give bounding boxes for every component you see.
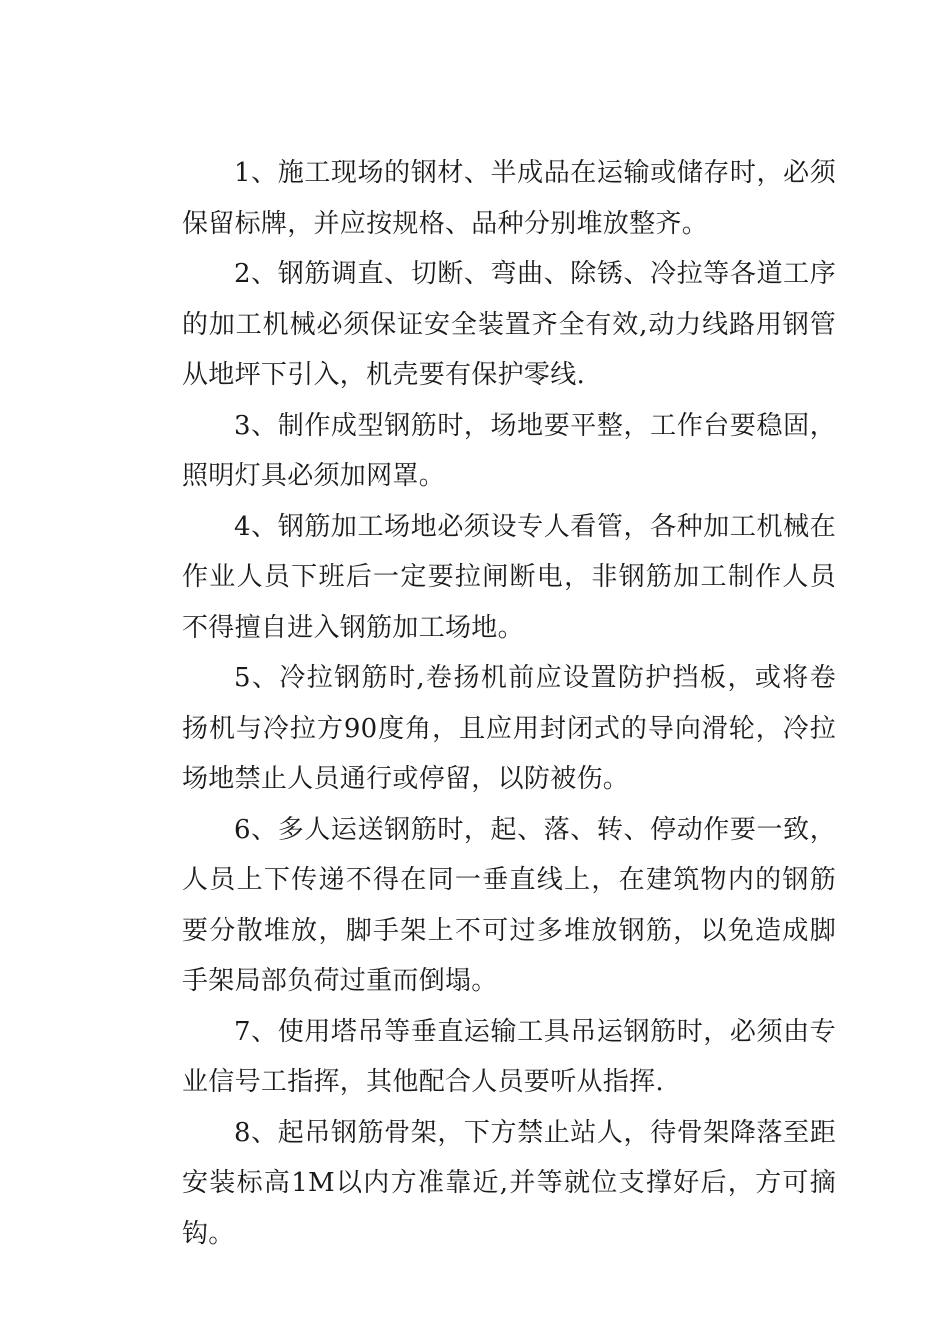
- paragraph-4: 4、钢筋加工场地必须设专人看管，各种加工机械在作业人员下班后一定要拉闸断电，非钢筋加工制作人员不得擅自进入钢筋加工场地。: [182, 511, 836, 643]
- paragraph-6: 6、多人运送钢筋时，起、落、转、停动作要一致，人员上下传递不得在同一垂直线上，在建筑物内的钢筋要分散堆放，脚手架上不可过多堆放钢筋，以免造成脚手架局部负荷过重而倒塌。: [182, 814, 836, 996]
- paragraph-1: 1、施工现场的钢材、半成品在运输或储存时，必须保留标牌，并应按规格、品种分别堆放整齐。: [182, 158, 836, 239]
- paragraph-8: 8、起吊钢筋骨架，下方禁止站人，待骨架降落至距安装标高1M以内方准靠近,并等就位支撑好后，方可摘钩。: [182, 1117, 836, 1249]
- document-body: [182, 148, 836, 1259]
- paragraph-3: 3、制作成型钢筋时，场地要平整，工作台要稳固，照明灯具必须加网罩。: [182, 410, 836, 491]
- paragraph-2: 2、钢筋调直、切断、弯曲、除锈、冷拉等各道工序的加工机械必须保证安全装置齐全有效,动力线路用钢管从地坪下引入，机壳要有保护零线.: [182, 259, 836, 390]
- paragraph-5: 5、冷拉钢筋时,卷扬机前应设置防护挡板，或将卷扬机与冷拉方90度角，且应用封闭式的导向滑轮，冷拉场地禁止人员通行或停留，以防被伤。: [182, 663, 836, 794]
- paragraph-7: 7、使用塔吊等垂直运输工具吊运钢筋时，必须由专业信号工指挥，其他配合人员要听从指挥.: [182, 1016, 836, 1097]
